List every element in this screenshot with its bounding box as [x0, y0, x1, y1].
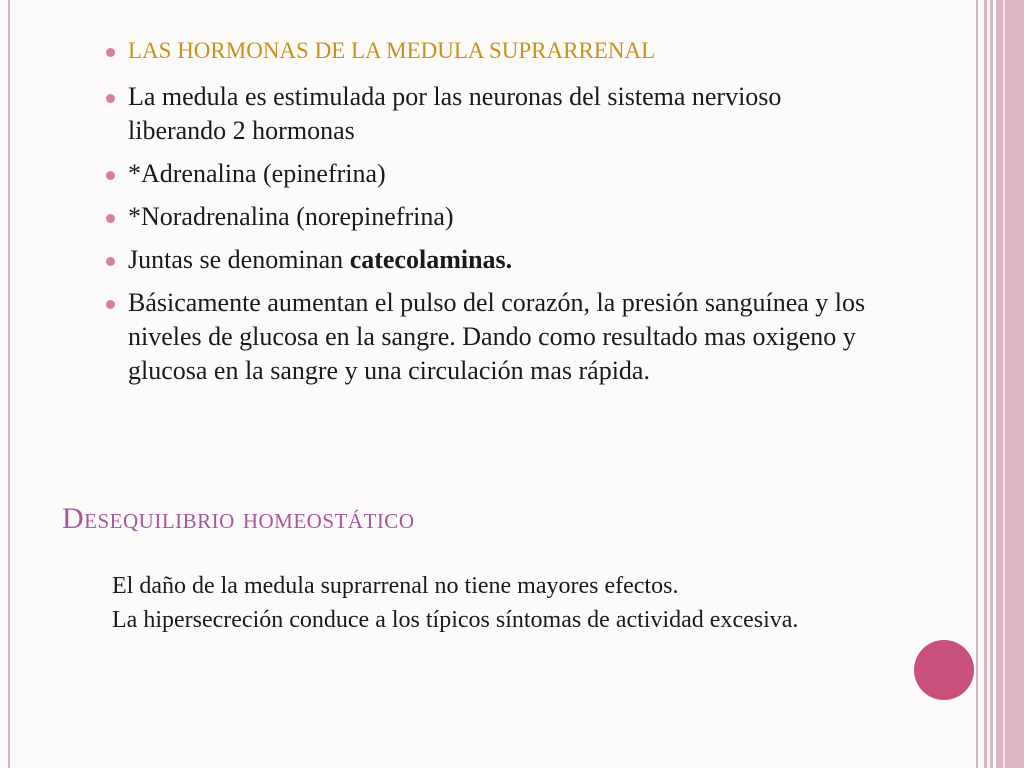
bullet-text: *Adrenalina (epinefrina) [128, 159, 386, 188]
section-body [112, 569, 812, 637]
bullet-text: Juntas se denominan [128, 245, 350, 274]
left-border-line [8, 0, 10, 768]
bullet-dot-icon [106, 257, 115, 266]
bullet-item [104, 200, 884, 234]
bullet-text: La medula es estimulada por las neuronas del sistema nervioso liberando 2 hormonas [128, 82, 782, 145]
right-decor-stripe [990, 0, 993, 768]
bullet-text: Básicamente aumentan el pulso del corazón, la presión sanguínea y los niveles de glucosa en la sangre. Dando como resultado mas oxigeno y glucosa en la sangre y una circulación mas rápida. [128, 288, 866, 385]
right-decor-highlight [1003, 0, 1005, 768]
bullet-bold-term: catecolaminas. [349, 245, 513, 274]
bullet-item [104, 80, 884, 148]
bullet-dot-icon [106, 171, 115, 180]
section-paragraph: La hipersecreción conduce a los típicos síntomas de actividad excesiva. [112, 607, 799, 633]
section-title: Desequilibrio homeostático [62, 502, 415, 535]
bullet-item [104, 157, 884, 191]
bullet-item [104, 243, 884, 277]
section-paragraph: El daño de la medula suprarrenal no tiene mayores efectos. [112, 573, 679, 599]
bullet-dot-icon [106, 48, 115, 57]
bullet-text: LAS HORMONAS DE LA MEDULA SUPRARRENAL [128, 38, 656, 63]
decorative-circle [914, 640, 974, 700]
bullet-item [104, 286, 884, 388]
bullet-dot-icon [106, 300, 115, 309]
bullet-item-heading [104, 34, 884, 68]
bullet-dot-icon [106, 214, 115, 223]
right-decor-stripe [984, 0, 987, 768]
right-decor-band [996, 0, 1024, 768]
bullet-list [104, 34, 884, 397]
right-decor-stripe [976, 0, 978, 768]
bullet-text: *Noradrenalina (norepinefrina) [128, 202, 454, 231]
bullet-dot-icon [106, 94, 115, 103]
